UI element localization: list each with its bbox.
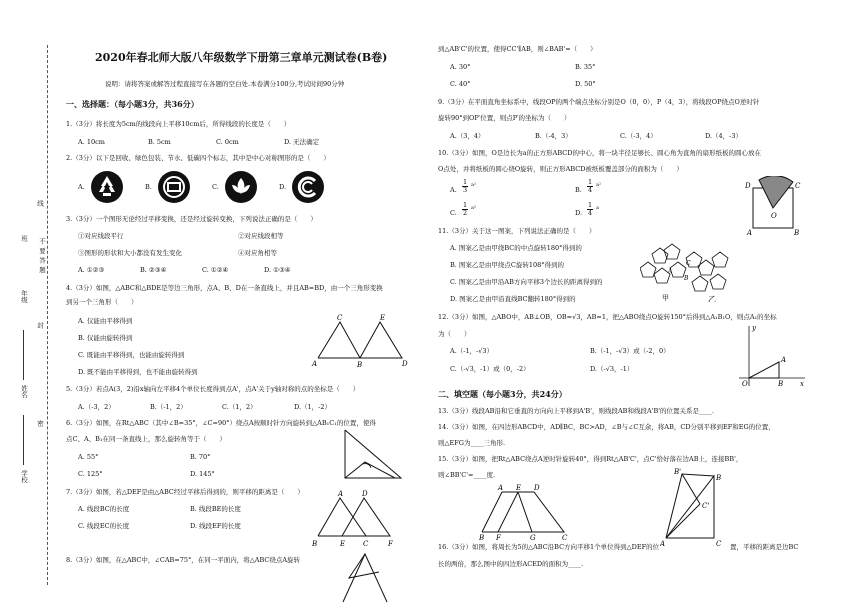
q6-option-b: B. 70° xyxy=(190,453,211,461)
q16-stem-line3: 长的两倍，那么图中的四边形ACED的面积为____. xyxy=(438,560,584,568)
q12-stem-line2: 为（ ） xyxy=(438,330,471,338)
q4-figure-triangles xyxy=(310,312,410,368)
q14-label-e: E xyxy=(516,484,522,492)
q9-option-c: C.（-3，4） xyxy=(620,132,657,140)
q10-option-b: B. xyxy=(575,186,582,194)
q3-fact-3: ③图形的形状和大小都没有发生变化 xyxy=(78,249,182,257)
q15-label-a: A xyxy=(660,540,666,548)
q7-figure-translation xyxy=(310,490,410,550)
q12-option-a: A.（-1，-√3） xyxy=(450,347,494,355)
q10-option-d-fraction: $\frac{1}{4}$ xyxy=(588,201,593,217)
q5-option-b: B.（-1，2） xyxy=(150,403,187,411)
q7-option-d: D. 线段EF的长度 xyxy=(190,522,241,530)
q8-stem: 8.（3分）如图，在△ABC中，∠CAB=75°，在同一平面内，将△ABC绕点A旋转 xyxy=(66,556,301,564)
green-package-logo-icon xyxy=(157,170,191,204)
q6-option-a: A. 55° xyxy=(78,453,99,461)
q12-option-b: B.（-1，-√3）或（-2，0） xyxy=(590,347,670,355)
q11-figure-pentagons xyxy=(640,240,740,302)
q10-label-b: B xyxy=(794,229,800,236)
binding-feng-char: 封 xyxy=(36,322,44,329)
q5-option-c: C.（1，2） xyxy=(222,403,257,411)
q4-option-d: D. 既不能由平移得到，也不能由旋转得到 xyxy=(78,368,198,376)
q2-option-c: C. xyxy=(212,183,219,191)
q6-option-c: C. 125° xyxy=(78,470,103,478)
q8-option-a: A. 30° xyxy=(450,63,471,71)
recycle-logo-icon xyxy=(90,170,124,204)
q2-option-d: D. xyxy=(279,183,287,191)
q4-option-b: B. 仅能由旋转得到 xyxy=(78,334,133,342)
q14-label-g: G xyxy=(530,534,536,540)
q12-figure-coordinate xyxy=(735,322,807,388)
q11-stem: 11.（3分）关于这一图案，下列说法正确的是（ ） xyxy=(438,227,596,235)
q13-stem: 13.（3分）线段AB沿和它垂直的方向向上平移到A'B'，则线段AB和线段A'B'的位置关系是____. xyxy=(438,407,715,415)
q5-stem: 5.（3分）若点A(3，2)沿x轴向左平移4个单位长度得到点A'，点A'关于y轴对称的点的坐标是（ ） xyxy=(66,385,360,393)
q10-option-a-fraction: $\frac{1}{3}$ xyxy=(463,178,468,194)
q12-option-d: D.（-√3，-1） xyxy=(590,365,634,373)
q10-option-d-unit: a xyxy=(596,205,599,211)
q4-label-d: D xyxy=(402,360,408,368)
q7-label-c: C xyxy=(363,540,369,548)
q5-option-a: A.（-3，2） xyxy=(78,403,115,411)
q10-label-o: O xyxy=(771,212,777,220)
q10-option-c-fraction: $\frac{1}{2}$ xyxy=(463,201,468,217)
q4-label-c: C xyxy=(337,314,343,322)
q14-label-d: D xyxy=(534,484,540,492)
q9-stem-line2: 旋转90°到OP′位置，则点P′的坐标为（ ） xyxy=(438,114,571,122)
q4-stem-line1: 4.（3分）如图，△ABC和△BDE是等边三角形，点A、B、D在一条直线上，并且AB=BD，由一个三角形变换 xyxy=(66,284,383,292)
q10-option-a-unit: a² xyxy=(471,182,476,188)
q6-figure-rotation xyxy=(335,428,405,486)
class-label: 班 xyxy=(20,235,28,242)
q12-stem-line1: 12.（3分）如图，△ABO中，AB⊥OB，OB=√3，AB=1，把△ABO绕点O旋转150°后得到△A₁B₁O，则点A₁的坐标 xyxy=(438,313,777,321)
section-choice-heading: 一、选择题：（每小题3分，共36分） xyxy=(66,99,199,109)
q8-figure-rotation xyxy=(335,548,395,604)
q14-label-b: B xyxy=(479,534,485,540)
q8-option-b: B. 35° xyxy=(575,63,596,71)
q2-stem: 2.（3分）以下是回收、绿色包装、节水、低碳四个标志，其中是中心对称图形的是（ ） xyxy=(66,154,330,162)
school-label: 学校 xyxy=(20,470,28,483)
binding-line-char: 线 xyxy=(36,200,44,207)
q10-label-d: D xyxy=(745,182,751,190)
water-saving-logo-icon xyxy=(224,170,258,204)
q15-label-b: B xyxy=(716,474,722,482)
q15-label-b-prime: B' xyxy=(674,468,682,476)
low-carbon-logo-icon xyxy=(291,170,325,204)
q10-option-d: D. xyxy=(575,209,583,217)
q15-label-c-prime: C' xyxy=(702,502,710,510)
name-label: 姓名 xyxy=(20,385,28,398)
q12-label-o: O xyxy=(742,380,748,388)
q12-label-x: x xyxy=(800,380,804,388)
q4-stem-line2: 到另一个三角形（ ） xyxy=(66,298,138,306)
q2-option-b: B. xyxy=(145,183,152,191)
binding-mi-char: 密 xyxy=(36,420,44,427)
q15-figure-rotation xyxy=(660,468,726,550)
q7-label-f: F xyxy=(388,540,393,548)
q4-label-a: A xyxy=(312,360,318,368)
grade-label: 年级 xyxy=(20,290,28,303)
q14-figure-trapezoid xyxy=(478,480,570,540)
q7-option-a: A. 线段BC的长度 xyxy=(78,505,130,513)
q3-option-b: B. ②③④ xyxy=(140,266,167,274)
q9-option-d: D.（4，-3） xyxy=(705,132,743,140)
q15-stem-line1: 15.（3分）如图，把Rt△ABC绕点A逆时针旋转40°，得到Rt△AB'C'，点C'恰好落在边AB上，连接BB'， xyxy=(438,455,743,463)
q3-option-a: A. ①②③ xyxy=(78,266,105,274)
q3-fact-4: ④对应角相等 xyxy=(238,249,277,257)
q4-label-b: B xyxy=(357,361,363,368)
instructions: 说明：请将答案或解答过程直接写在各题的空白处.本卷满分100分,考试时间90分钟 xyxy=(105,80,345,88)
binding-no-answer: 不要答题 xyxy=(38,238,46,276)
q8-option-d: D. 50° xyxy=(575,80,596,88)
name-blank xyxy=(23,330,24,380)
q4-option-c: C. 既能由平移得到，也能由旋转得到 xyxy=(78,351,185,359)
q6-stem-line2: 点C、A、B₁在同一条直线上，那么旋转角等于（ ） xyxy=(66,435,227,443)
school-blank xyxy=(23,415,24,465)
q10-option-b-fraction: $\frac{1}{4}$ xyxy=(588,178,593,194)
q1-option-c: C. 0cm xyxy=(216,138,239,146)
q7-label-e: E xyxy=(340,540,346,548)
q12-label-y: y xyxy=(752,324,756,332)
q15-label-c: C xyxy=(716,540,722,548)
q11-option-d: D. 图案乙是由甲沿直线BC翻转180°得到的 xyxy=(450,295,576,303)
q10-stem-line2: O点处，并将纸板的圆心绕O旋转，则正方形ABCD被纸板覆盖部分的面积为（ ） xyxy=(438,165,683,173)
q12-option-c: C.（-√3，-1）或（0，-2） xyxy=(450,365,530,373)
q16-stem-line1: 16.（3分）如图，将周长为5的△ABC沿BC方向平移1个单位得到△DEF的位 xyxy=(438,543,660,551)
q11-label-c: C xyxy=(686,260,691,267)
q6-option-d: D. 145° xyxy=(190,470,215,478)
q9-option-b: B.（-4，3） xyxy=(535,132,572,140)
q14-stem-line2: 则△EFG为____三角形. xyxy=(438,439,506,447)
q5-option-d: D.（1，-2） xyxy=(294,403,332,411)
q11-option-c: C. 图案乙是由甲沿AB方向平移3个边长的距离得到的 xyxy=(450,278,603,286)
q10-label-c: C xyxy=(795,182,801,190)
q14-label-f: F xyxy=(496,534,501,540)
q6-stem-line1: 6.（3分）如图，在Rt△ABC（其中∠B=35°，∠C=90°）绕点A按顺时针方向旋转到△AB₁C₁的位置，使得 xyxy=(66,419,376,427)
q7-label-a: A xyxy=(338,490,344,498)
page-title: 2020年春北师大版八年级数学下册第三章单元测试卷(B卷) xyxy=(95,51,388,64)
q3-fact-1: ①对应线段平行 xyxy=(78,232,124,240)
q14-label-c: C xyxy=(562,534,568,540)
q3-option-d: D. ①③④ xyxy=(264,266,291,274)
binding-dash-line xyxy=(47,45,48,585)
q16-stem-line2: 置，平移的距离是边BC xyxy=(730,543,799,551)
q8-stem-cont: 到△AB'C'的位置，使得CC'∥AB，则∠BAB'=（ ） xyxy=(438,45,597,53)
q11-label-a: A xyxy=(668,268,673,275)
q10-option-c-unit: a² xyxy=(471,205,476,211)
q10-stem-line1: 10.（3分）如图，O是边长为a的正方形ABCD的中心，将一块半径足够长、圆心角为直角的扇形纸板的圆心放在 xyxy=(438,149,761,157)
q1-option-a: A. 10cm xyxy=(78,138,105,146)
q9-option-a: A.（3，4） xyxy=(450,132,485,140)
q1-stem: 1.（3分）将长度为5cm的线段向上平移10cm后，所得线段的长度是（ ） xyxy=(66,120,291,128)
q4-option-a: A. 仅能由平移得到 xyxy=(78,317,133,325)
q3-option-c: C. ①②④ xyxy=(202,266,229,274)
q12-label-a: A xyxy=(781,356,787,364)
q12-label-b: B xyxy=(778,380,784,388)
q1-option-d: D. 无法确定 xyxy=(284,138,320,146)
q7-label-b: B xyxy=(312,540,318,548)
q10-label-a: A xyxy=(747,229,753,236)
q7-label-d: D xyxy=(362,490,368,498)
q14-label-a: A xyxy=(498,484,504,492)
q11-label-jia: 甲 xyxy=(662,294,669,302)
q4-label-e: E xyxy=(380,314,386,322)
q9-stem-line1: 9.（3分）在平面直角坐标系中，线段OP的两个端点坐标分别是O（0，0），P（4，3），将线段OP绕点O逆时针 xyxy=(438,98,760,106)
q1-option-b: B. 5cm xyxy=(148,138,171,146)
q10-option-b-unit: a² xyxy=(596,182,601,188)
q8-option-c: C. 40° xyxy=(450,80,471,88)
q3-fact-2: ②对应线段相等 xyxy=(238,232,284,240)
q7-stem: 7.（3分）如图，若△DEF是由△ABC经过平移后得到的，则平移的距离是（ ） xyxy=(66,488,304,496)
q15-stem-line2: 则∠BB'C'=____度. xyxy=(438,471,496,479)
q10-figure-square-sector xyxy=(745,176,801,236)
q3-stem: 3.（3分）一个图形无论经过平移变换，还是经过旋转变换，下列说法正确的是（ ） xyxy=(66,215,317,223)
q14-stem-line1: 14.（3分）如图，在四边形ABCD中，AD∥BC，BC>AD，∠B与∠C互余，将AB，CD分别平移到EF和EG的位置， xyxy=(438,423,775,431)
q10-option-a: A. xyxy=(450,186,457,194)
q7-option-b: B. 线段BE的长度 xyxy=(190,505,241,513)
q2-option-a: A. xyxy=(78,183,85,191)
q11-label-yi: 乙 xyxy=(708,295,716,302)
q11-label-b: B xyxy=(684,275,689,282)
section-fill-heading: 二、填空题（每小题3分，共24分） xyxy=(438,389,567,399)
q10-option-c: C. xyxy=(450,209,457,217)
q11-option-a: A. 图案乙是由甲绕BC的中点旋转180°得到的 xyxy=(450,244,582,252)
q11-option-b: B. 图案乙是由甲绕点C旋转108°得到的 xyxy=(450,261,565,269)
q7-option-c: C. 线段EC的长度 xyxy=(78,522,130,530)
